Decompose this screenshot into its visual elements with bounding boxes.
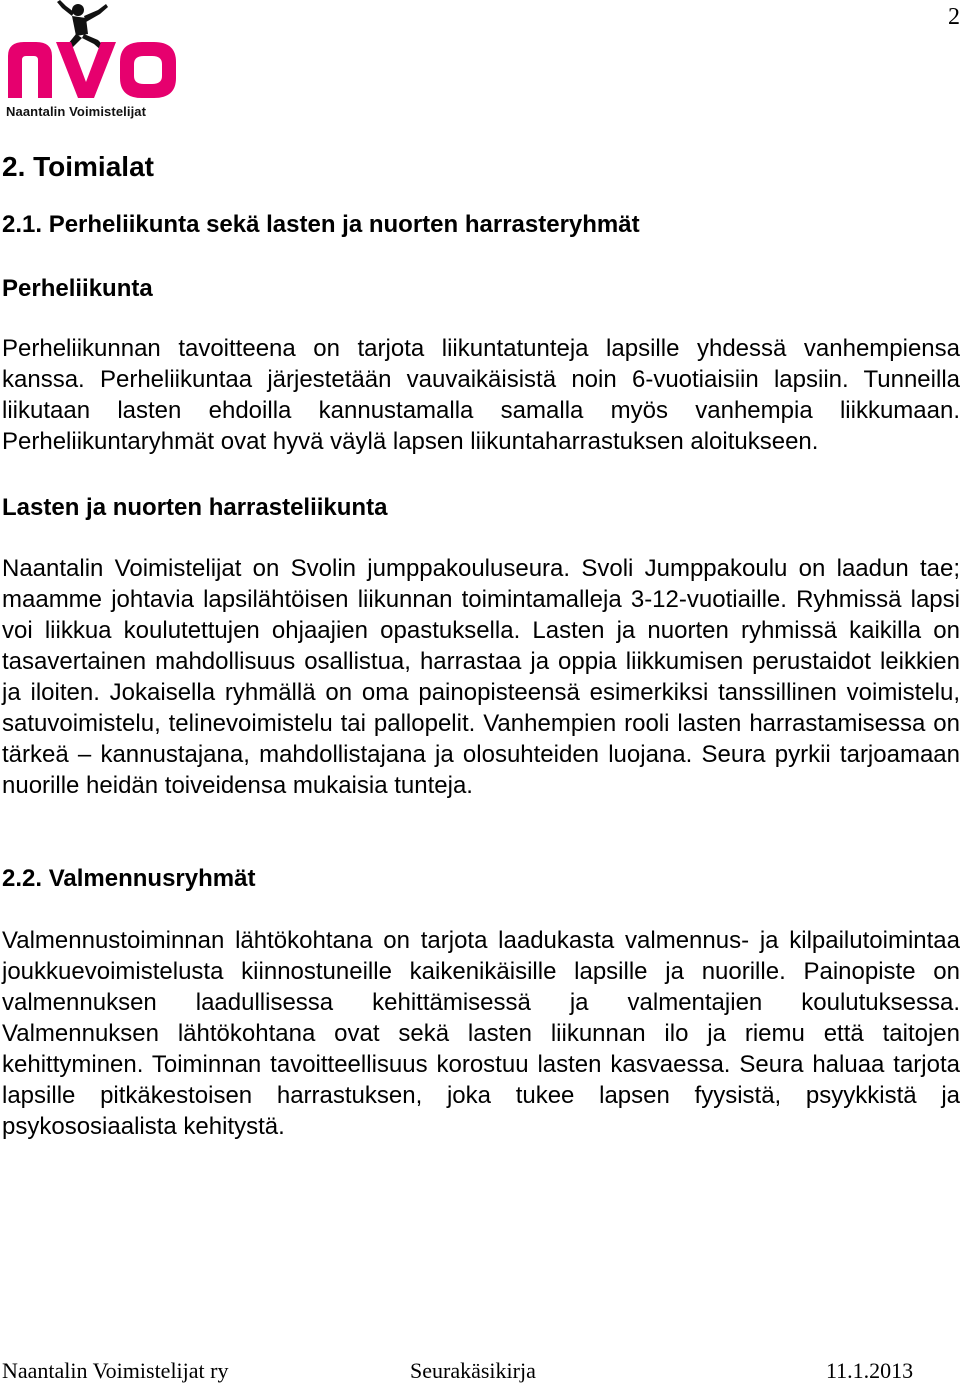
nvo-logo <box>2 0 180 126</box>
nvo-logo-graphic <box>2 0 180 104</box>
paragraph-valmennusryhmat: Valmennustoiminnan lähtökohtana on tarjota laadukasta valmennus- ja kilpailutoimintaa joukkuevoimistelusta kiinnostuneille kaikenikäisille lapsille ja nuorille. Painopiste on valmennuksen laadullisessa kehittämisessä ja valmentajien koulutuksessa. Valmennuksen lähtökohtana ovat sekä lasten liikunnan ilo ja riemu että taitojen kehittyminen. Toiminnan tavoitteellisuus korostuu lasten kasvaessa. Seura haluaa tarjota lapsille pitkäkestoisen harrastuksen, joka tukee lapsen fyysistä, psyykkistä ja psykososiaalista kehitystä. <box>2 927 960 1140</box>
footer-organization: Naantalin Voimistelijat ry <box>2 1358 229 1383</box>
subheading-perheliikunta: Perheliikunta <box>2 275 153 302</box>
subheading-harrasteliikunta: Lasten ja nuorten harrasteliikunta <box>2 494 388 521</box>
section-heading-2-1: 2.1. Perheliikunta sekä lasten ja nuorten harrasteryhmät <box>2 211 640 238</box>
section-heading-2-2: 2.2. Valmennusryhmät <box>2 865 256 892</box>
letter-o <box>120 42 176 98</box>
footer-document-title: Seurakäsikirja <box>410 1358 536 1383</box>
page-number: 2 <box>948 4 960 30</box>
paragraph-harrasteliikunta: Naantalin Voimistelijat on Svolin jumppakouluseura. Svoli Jumppakoulu on laadun tae; maamme johtavia lapsilähtöisen liikunnan toimintamalleja 3-12-vuotiaille. Ryhmissä lapsi voi liikkua koulutettujen ohjaajien opastuksella. Lasten ja nuorten ryhmissä kaikilla on tasavertainen mahdollisuus osallistua, harrastaa ja oppia liikkumisen perustaidot leikkien ja iloiten. Jokaisella ryhmällä on oma painopisteensä esimerkiksi tanssillinen voimistelu, satuvoimistelu, telinevoimistelu tai pallopelit. Vanhempien rooli lasten harrastamisessa on tärkeä – kannustajana, mahdollistajana ja olosuhteiden luojana. Seura pyrkii tarjoamaan nuorille heidän toiveidensa mukaisia tunteja. <box>2 555 960 799</box>
letter-v <box>56 42 116 98</box>
page-footer <box>0 1358 960 1390</box>
footer-date: 11.1.2013 <box>826 1358 914 1383</box>
document-body <box>2 147 960 1142</box>
paragraph-perheliikunta: Perheliikunnan tavoitteena on tarjota liikuntatunteja lapsille yhdessä vanhempiensa kanssa. Perheliikuntaa järjestetään vauvaikäisistä noin 6-vuotiaisiin lapsiin. Tunneilla liikutaan lasten ehdoilla kannustamalla samalla myös vanhempia liikkumaan. Perheliikuntaryhmät ovat hyvä väylä lapsen liikuntaharrastuksen aloitukseen. <box>2 335 960 455</box>
letter-n <box>8 42 52 98</box>
logo-caption: Naantalin Voimistelijat <box>6 104 147 119</box>
section-heading-2: 2. Toimialat <box>2 151 154 182</box>
